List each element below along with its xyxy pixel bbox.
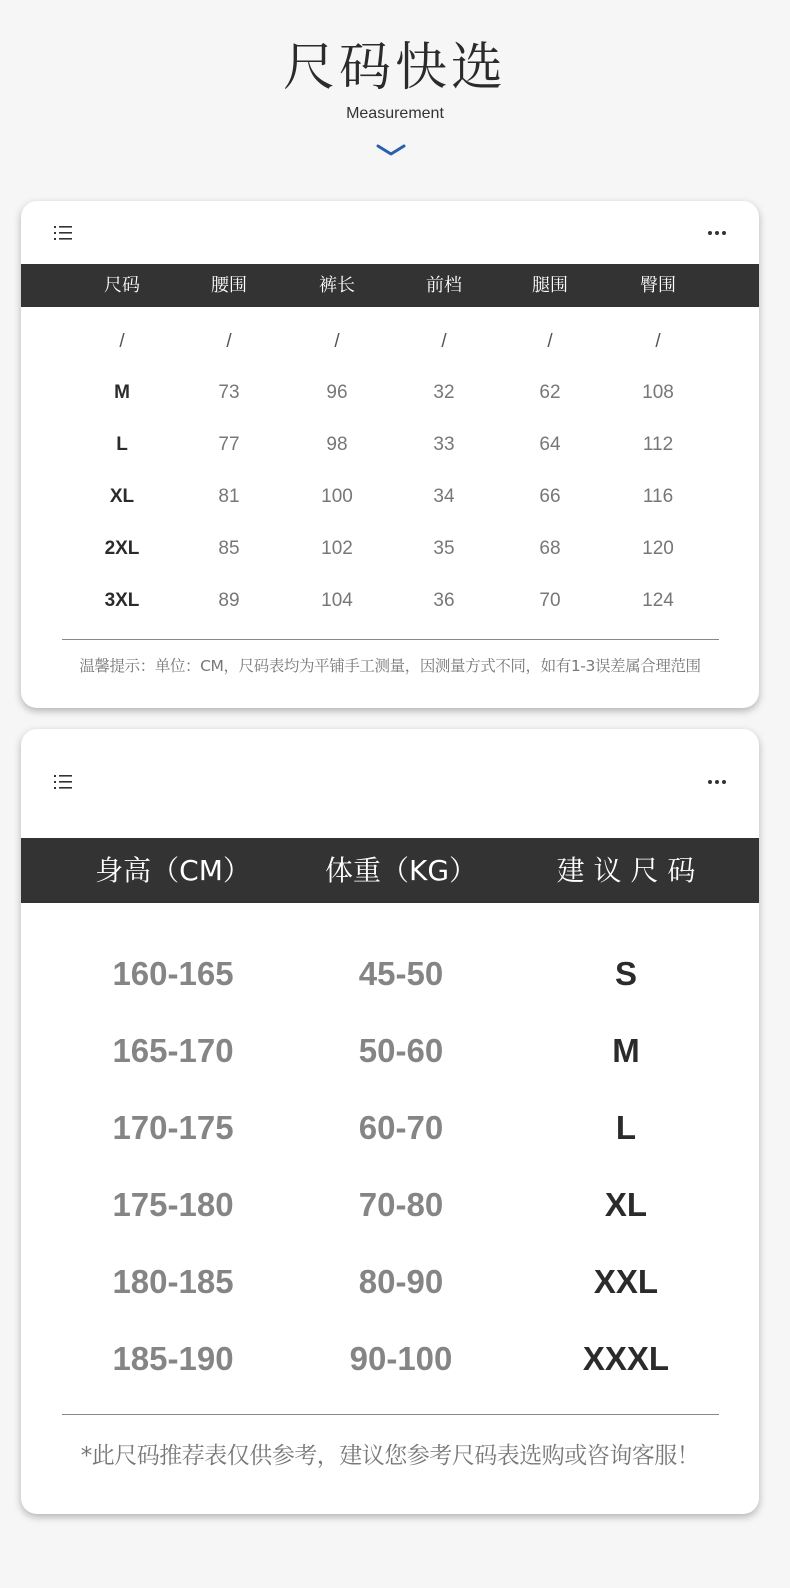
table-cell: 180-185 bbox=[112, 1263, 234, 1300]
chevron-down-icon bbox=[375, 142, 407, 158]
table-cell: 124 bbox=[642, 590, 674, 611]
table-cell: 102 bbox=[321, 538, 353, 559]
table-cell: 116 bbox=[642, 486, 674, 507]
list-icon[interactable] bbox=[53, 224, 73, 242]
table-cell: 112 bbox=[642, 434, 674, 455]
table-cell: 68 bbox=[539, 538, 561, 559]
column-header: 裤长 bbox=[319, 275, 355, 296]
table-cell: / bbox=[334, 331, 340, 352]
recommend-note: *此尺码推荐表仅供参考，建议您参考尺码表选购或咨询客服！ bbox=[80, 1443, 700, 1469]
table-cell: / bbox=[441, 331, 447, 352]
table-cell: 80-90 bbox=[358, 1263, 444, 1300]
divider bbox=[62, 1414, 719, 1415]
page-title: 尺码快选 bbox=[282, 38, 507, 98]
table-cell: XL bbox=[109, 486, 135, 507]
table-cell: / bbox=[655, 331, 661, 352]
table-cell: 90-100 bbox=[349, 1340, 453, 1377]
table-cell: 81 bbox=[218, 486, 240, 507]
measurement-note: 温馨提示：单位：CM，尺码表均为平铺手工测量，因测量方式不同，如有1-3误差属合理范围 bbox=[79, 657, 701, 675]
table-cell: 34 bbox=[433, 486, 455, 507]
table-cell: 96 bbox=[326, 382, 348, 403]
table-cell: 70 bbox=[539, 590, 561, 611]
ellipsis-icon[interactable] bbox=[707, 779, 727, 785]
table-cell: 33 bbox=[433, 434, 455, 455]
table-cell: / bbox=[547, 331, 553, 352]
column-header: 前档 bbox=[426, 275, 462, 296]
table-cell: 3XL bbox=[104, 590, 140, 611]
list-icon[interactable] bbox=[53, 773, 73, 791]
table-cell: 70-80 bbox=[358, 1186, 444, 1223]
table-cell: 104 bbox=[321, 590, 353, 611]
table-cell: 108 bbox=[642, 382, 674, 403]
table-cell: 2XL bbox=[104, 538, 140, 559]
table-cell: 73 bbox=[218, 382, 240, 403]
table-cell: 32 bbox=[433, 382, 455, 403]
table-cell: 98 bbox=[326, 434, 348, 455]
table-cell: XL bbox=[604, 1186, 648, 1223]
page-subtitle: Measurement bbox=[346, 105, 444, 122]
table-cell: L bbox=[116, 434, 128, 455]
divider bbox=[62, 639, 719, 640]
recommend-table-header bbox=[21, 838, 759, 903]
table-cell: 36 bbox=[433, 590, 455, 611]
column-header: 体重（KG） bbox=[324, 854, 478, 887]
table-cell: L bbox=[615, 1109, 637, 1146]
table-cell: 77 bbox=[218, 434, 240, 455]
table-cell: XXXL bbox=[582, 1340, 670, 1377]
table-cell: 45-50 bbox=[358, 955, 444, 992]
table-cell: 120 bbox=[642, 538, 674, 559]
table-cell: 66 bbox=[539, 486, 561, 507]
table-cell: M bbox=[114, 382, 130, 403]
table-cell: 85 bbox=[218, 538, 240, 559]
size-table-header bbox=[21, 264, 759, 307]
column-header: 建 议 尺 码 bbox=[556, 854, 696, 887]
table-cell: 170-175 bbox=[112, 1109, 234, 1146]
column-header: 腰围 bbox=[211, 275, 247, 296]
table-cell: 100 bbox=[321, 486, 353, 507]
column-header: 身高（CM） bbox=[95, 854, 251, 887]
table-cell: 60-70 bbox=[358, 1109, 444, 1146]
column-header: 尺码 bbox=[104, 275, 140, 296]
column-header: 臀围 bbox=[640, 275, 676, 296]
table-cell: 64 bbox=[539, 434, 561, 455]
column-header: 腿围 bbox=[532, 275, 568, 296]
table-cell: 35 bbox=[433, 538, 455, 559]
table-cell: / bbox=[119, 331, 125, 352]
table-cell: / bbox=[226, 331, 232, 352]
table-cell: 89 bbox=[218, 590, 240, 611]
table-cell: M bbox=[612, 1032, 640, 1069]
table-cell: 50-60 bbox=[358, 1032, 444, 1069]
ellipsis-icon[interactable] bbox=[707, 230, 727, 236]
table-cell: 165-170 bbox=[112, 1032, 234, 1069]
recommend-table-card bbox=[21, 729, 759, 1514]
size-table-card bbox=[21, 201, 759, 708]
table-cell: 62 bbox=[539, 382, 561, 403]
table-cell: 175-180 bbox=[112, 1186, 234, 1223]
table-cell: 160-165 bbox=[112, 955, 234, 992]
table-cell: S bbox=[614, 955, 638, 992]
table-cell: 185-190 bbox=[112, 1340, 234, 1377]
table-cell: XXL bbox=[593, 1263, 659, 1300]
